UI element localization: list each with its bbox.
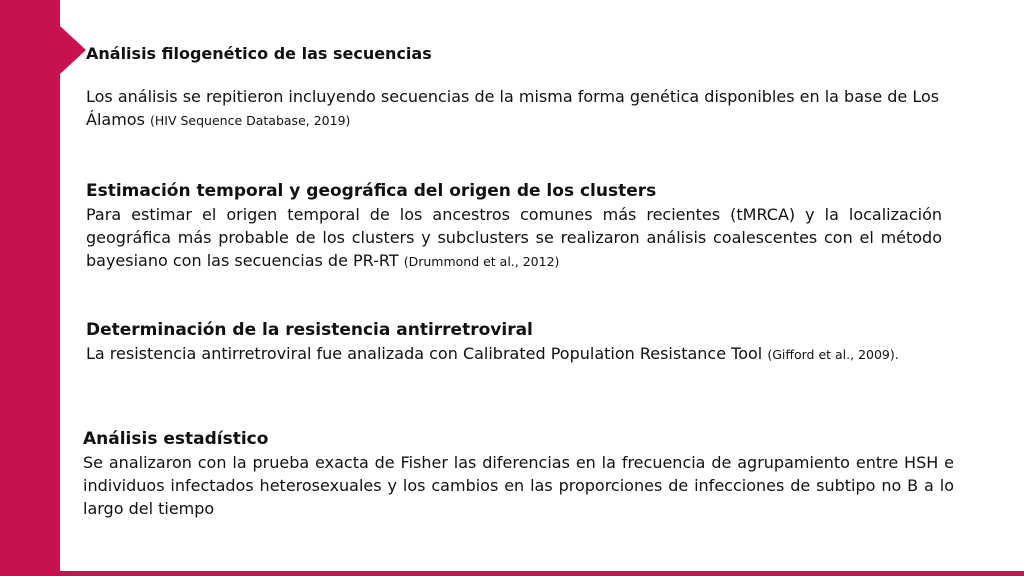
- section-body: [83, 451, 954, 520]
- left-accent-notch: [60, 26, 86, 74]
- section-body: [86, 85, 946, 132]
- section-heading: Determinación de la resistencia antirretroviral: [86, 320, 533, 340]
- left-accent-bar: [0, 0, 60, 576]
- section-heading: Estimación temporal y geográfica del origen de los clusters: [86, 181, 657, 201]
- section-body: [86, 342, 942, 366]
- section-temporal-geographic-estimation: [86, 180, 942, 273]
- section-body: [86, 203, 942, 273]
- citation: (HIV Sequence Database, 2019): [150, 113, 351, 128]
- section-statistical-analysis: [83, 428, 954, 520]
- section-phylogenetic-analysis: [86, 42, 946, 132]
- body-text: Se analizaron con la prueba exacta de Fisher las diferencias en la frecuencia de agrupamiento entre HSH e individuos infectados heterosexuales y los cambios en las proporciones de infecciones de subtipo no B a lo largo del tiempo: [83, 453, 954, 518]
- body-text: La resistencia antirretroviral fue analizada con Calibrated Population Resistance Tool: [86, 344, 768, 363]
- citation: (Gifford et al., 2009).: [767, 347, 899, 362]
- section-antiretroviral-resistance: [86, 319, 942, 366]
- citation: (Drummond et al., 2012): [403, 254, 560, 269]
- section-heading: Análisis filogenético de las secuencias: [86, 44, 432, 63]
- body-text: Para estimar el origen temporal de los ancestros comunes más recientes (tMRCA) y la localización geográfica más probable de los clusters y subclusters se realizaron análisis coalescentes con el método bayesiano con las secuencias de PR-RT: [86, 205, 942, 270]
- bottom-accent-bar: [0, 571, 1024, 576]
- section-heading: Análisis estadístico: [83, 429, 269, 449]
- body-text: Los análisis se repitieron incluyendo secuencias de la misma forma genética disponibles en la base de Los Álamos: [86, 87, 940, 129]
